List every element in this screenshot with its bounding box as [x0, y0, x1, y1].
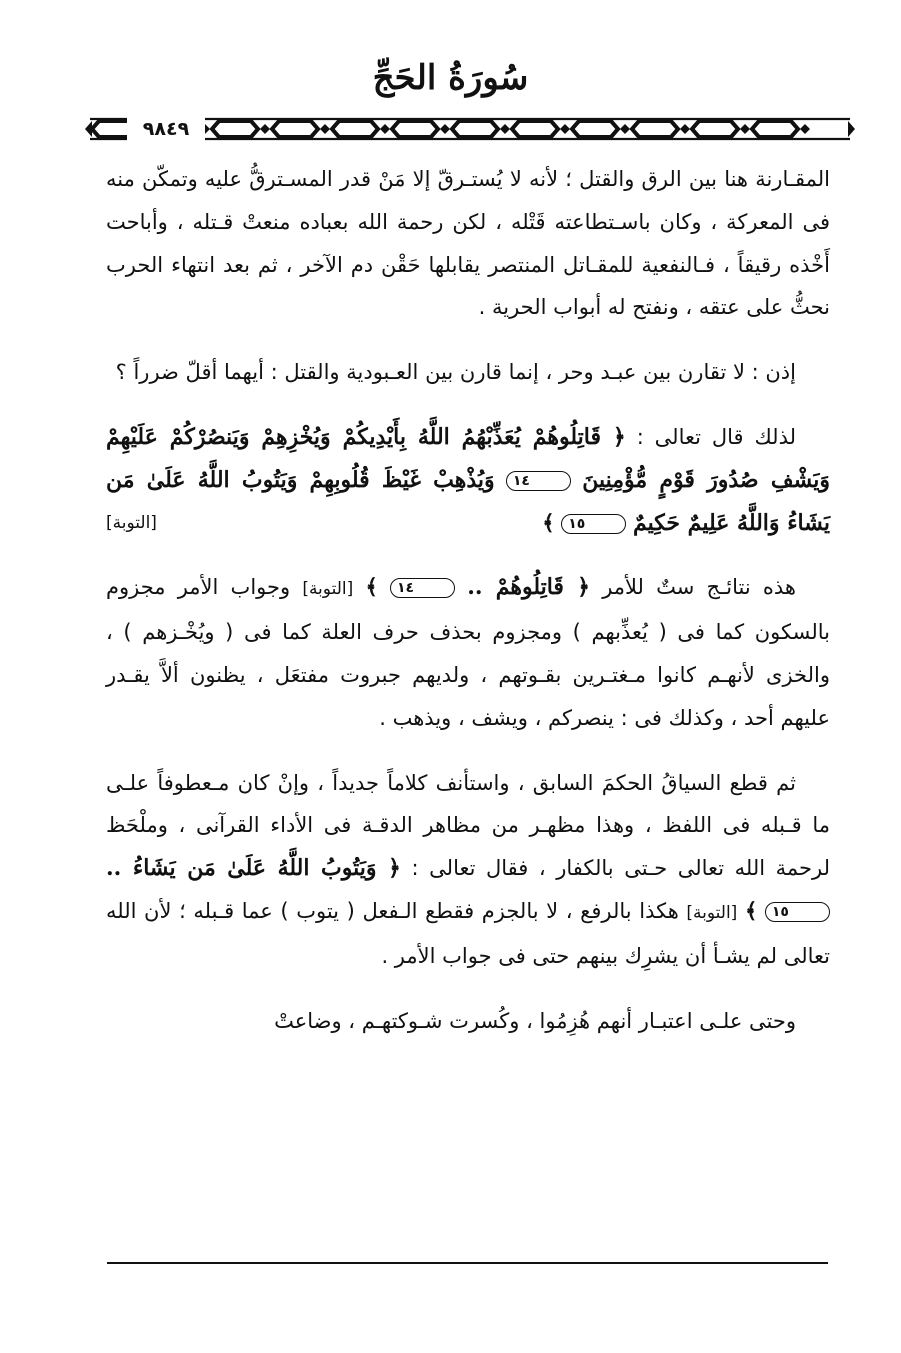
surah-reference: [التوبة]: [106, 512, 157, 533]
surah-reference: [التوبة]: [302, 579, 354, 600]
paragraph-6: وحتى علـى اعتبـار أنهم هُزِمُوا ، وكُسرت شـوكتهـم ، وضاعتْ: [274, 1008, 796, 1033]
paragraph-4-lead: هذه نتائـج ستٌ للأمر: [602, 575, 796, 600]
surah-title: سُورَةُ الحَجِّ: [372, 58, 529, 98]
ayah-number-marker: ١٥: [765, 902, 830, 922]
paragraph-4-body: وجواب الأمر مجزوم بالسكون كما فى ( يُعذِّبهم ) ومجزوم بحذف حرف العلة كما فى ( ويُخْـزهم ) ، والخزى لأنهـم كانوا مـغتـرين بقـوتهم ، ولديهم جبروت مفتعَل ، يظنون ألاَّ يقـدر عليهم أحد ، وكذلك فى : ينصركم ، ويشف ، ويذهب .: [106, 575, 830, 730]
paragraph-1: المقـارنة هنا بين الرق والقتل ؛ لأنه لا يُستـرقّ إلا مَنْ قدر المسـترقُّ عليه وتمكّن منه فى المعركة ، وكان باسـتطاعته قَتْله ، لكن رحمة الله بعباده منعتْ قـتله ، وأباحت أَخْذه رقيقاً ، فـالنفعية للمقـاتل المنتصر يقابلها حَقْن دم الآخر ، ثم بعد انتهاء الحرب نحثُّ على عتقه ، ونفتح له أبواب الحرية .: [106, 167, 830, 320]
paragraph-2: إذن : لا تقارن بين عبـد وحر ، إنما قارن بين العـبودية والقتل : أيهما أقلّ ضرراً ؟: [115, 360, 796, 385]
paragraph-5-lead: ثم قطع السياقُ الحكمَ السابق ، واستأنف كلاماً جديداً ، وإنْ كان مـعطوفاً علـى ما قـبله فى اللفظ ، وهذا مظهـر من مظاهر الدقـة فى الأداء القرآنى ، وملْحَظ لرحمة الله تعالى حـتى بالكفار ، فقال تعالى :: [106, 770, 830, 881]
tafsir-text-body: [106, 158, 830, 1064]
ayah-number-marker: ١٤: [390, 578, 455, 598]
quran-verse: ﴿ وَيَتُوبُ اللَّهُ عَلَىٰ مَن يَشَاءُ ..: [106, 855, 401, 882]
ayah-number-marker: ١٥: [561, 514, 626, 534]
paragraph-5: [106, 762, 830, 978]
quran-close-bracket: ﴾: [744, 897, 758, 923]
footer-divider: [107, 1262, 828, 1264]
paragraph-3-intro: لذلك قال تعالى :: [636, 424, 796, 449]
paragraph-5-body: هكذا بالرفع ، لا بالجزم فقطع الـفعل ( يتوب ) عما قـبله ؛ لأن الله تعالى لم يشـأ أن يشرِك بينهم حتى فى جواب الأمر .: [106, 898, 830, 968]
quran-close-bracket: ﴾: [365, 574, 378, 600]
ayah-number-marker: ١٤: [506, 471, 571, 491]
quran-verse-b: وَيُذْهِبْ غَيْظَ قُلُوبِهِمْ وَيَتُوبُ اللَّهُ عَلَىٰ مَن يَشَاءُ وَاللَّهُ عَلِيمٌ حَكِيمٌ: [106, 466, 830, 536]
paragraph-3: [106, 416, 830, 544]
paragraph-4: [106, 566, 830, 739]
surah-reference: [التوبة]: [686, 902, 738, 923]
page-number: ٩٨٤٩: [127, 116, 205, 142]
quran-verse: ﴿ قَاتِلُوهُمْ ..: [467, 574, 590, 601]
quran-verse-a: ﴿ قَاتِلُوهُمْ يُعَذِّبْهُمُ اللَّهُ بِأَيْدِيكُمْ وَيُخْزِهِمْ وَيَنصُرْكُمْ عَلَيْهِمْ وَيَشْفِ صُدُورَ قَوْمٍ مُّؤْمِنِينَ: [106, 423, 830, 493]
quran-close-bracket: ﴾: [542, 509, 555, 535]
